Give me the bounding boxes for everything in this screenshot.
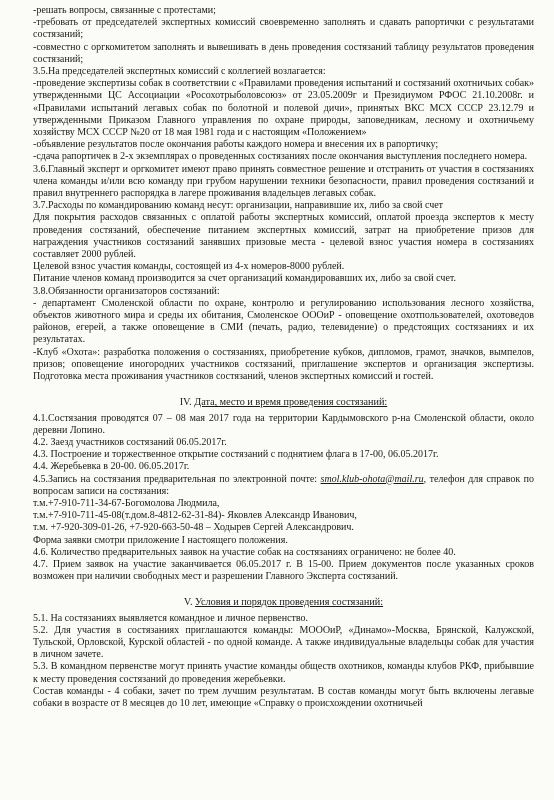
clause-4-2: 4.2. Заезд участников состязаний 06.05.2017г. [33, 436, 227, 448]
contact-yakovlev: т.м.+7-910-711-45-08(т.дом.8-4812-62-31-84)- Яковлев Александр Иванович, [33, 510, 357, 522]
section-4-title: Дата, место и время проведения состязаний: [194, 397, 388, 409]
fee-paragraph: Для покрытия расходов связанных с оплатой работы экспертных комиссий, оплатой проезда экспертов к месту проведения состязаний, обеспечение питанием экспертных комиссий, затрат на приобретение призов для награждения участников состязаний занявших призовые места - целевой взнос участия номера в состязаниях составляет 2000 рублей. [33, 212, 534, 261]
section-5-heading [33, 597, 534, 609]
duty-club: -Клуб «Охота»: разработка положения о состязаниях, приобретение кубков, дипломов, грамот, значков, вымпелов, призов; оповещение иногородних участников состязаний, приглашение экспертов и организация экспертизы. Подготовка места проживания участников состязаний, членов экспертных комиссий и гостей. [33, 346, 534, 383]
clause-5-2: 5.2. Для участия в состязаниях приглашаются команды: МОООиР, «Динамо»-Москва, Брянской, Калужской, Тульской, Орловской, Курской областей - по одной команде. А также индивидуальные владельцы собак для участия в личном зачете. [33, 624, 534, 661]
clause-5-1: 5.1. На состязаниях выявляется командное и личное первенство. [33, 612, 309, 624]
section-4-heading [33, 397, 534, 409]
email-link[interactable]: smol.klub-ohota@mail.ru [320, 473, 424, 485]
team-fee: Целевой взнос участия команды, состоящей из 4-х номеров-8000 рублей. [33, 261, 345, 273]
clause-4-5 [33, 474, 534, 498]
section-5-title: Условия и порядок проведения состязаний: [195, 597, 384, 609]
team-composition: Состав команды - 4 собаки, зачет по трем лучшим результатам. В состав команды могут быть включены легавые собаки в возрасте от 8 месяцев до 10 лет, имеющие «Справку о происхождении охотничьей [33, 685, 534, 709]
line-announce: -объявление результатов после окончания работы каждого номера и внесения их в рапортичку; [33, 139, 439, 151]
clause-3-8: 3.8.Обязанности организаторов состязаний: [33, 285, 220, 297]
clause-4-3: 4.3. Построение и торжественное открытие состязаний с поднятием флага в 17-00, 06.05.2017г. [33, 449, 439, 461]
clause-4-1: 4.1.Состязания проводятся 07 – 08 мая 2017 года на территории Кардымовского р-на Смоленской области, около деревни Лопино. [33, 412, 534, 436]
clause-4-7: 4.7. Прием заявок на участие заканчивается 06.05.2017 г. В 15-00. Прием документов после указанных сроков возможен при наличии свободных мест и разрешении Главного Эксперта состязаний. [33, 558, 534, 583]
contact-khodyrev: т.м. +7-920-309-01-26, +7-920-663-50-48 – Ходырев Сергей Александрович. [33, 522, 354, 534]
clause-4-5-intro: 4.5.Запись на состязания предварительная по электронной почте: [33, 473, 321, 485]
line-submit-reports: -сдача рапортичек в 2-х экземплярах о проведенных состязаниях после окончания выступления последнего номера. [33, 151, 528, 163]
line-reports: -требовать от председателей экспертных комиссий своевременно заполнять и сдавать рапортички с результатами состязаний; [33, 17, 534, 41]
meals-note: Питание членов команд производится за счет организаций командировавших их, либо за свой счет. [33, 273, 457, 285]
duty-department: - департамент Смоленской области по охране, контролю и регулированию использования лесного хозяйства, объектов животного мира и среды их обитания, Смоленское ОООиР - оповещение охотпользователей, охотоведов районов, егерей, а также оповещение в СМИ (печать, радио, телевидение) о предстоящих состязаниях и их результатах. [33, 297, 534, 346]
section-5-number: V. [183, 597, 193, 609]
section-4-number: IV. [179, 397, 192, 409]
line-results-table: -совместно с оргкомитетом заполнять и вывешивать в день проведения состязаний таблицу результатов проведения состязаний; [33, 41, 534, 65]
clause-4-5-phone: , телефон для справок по вопросам записи на состязания: [33, 473, 534, 497]
clause-4-4: 4.4. Жеребьевка в 20-00. 06.05.2017г. [33, 461, 190, 473]
clause-3-7: 3.7.Расходы по командированию команд несут: организации, направившие их, либо за свой счет [33, 200, 444, 212]
section-5-body [33, 613, 534, 711]
top-block [33, 5, 534, 383]
line-protests: -решать вопросы, связанные с протестами; [33, 5, 216, 16]
clause-4-6: 4.6. Количество предварительных заявок на участие собак на состязаниях ограничено: не более 40. [33, 546, 456, 558]
clause-5-3: 5.3. В командном первенстве могут принять участие команды обществ охотников, команды клубов РКФ, прибывшие к месту проведения состязаний до проведения жеребьевки. [33, 661, 534, 685]
line-expertise: -проведение экспертизы собак в соответствии с «Правилами проведения испытаний и состязаний охотничьих собак» утвержденными ЦС Ассоциации «Росохотрыболовсоюз» от 23.05.2009г и Президиумом РФОС 21.10.2008г. и «Правилами испытаний легавых собак по болотной и полевой дичи», принятых ВКС МСХ СССР 23.12.79 и утвержденными Приказом Главного управления по охране природы, заповедникам, лесному и охотничьему хозяйству МСХ СССР №20 от 18 мая 1981 года и с настоящим «Положением» [33, 78, 534, 139]
form-note: Форма заявки смотри приложение I настоящего положения. [33, 534, 288, 546]
section-4-body [33, 413, 534, 584]
clause-3-6: 3.6.Главный эксперт и оргкомитет имеют право принять совместное решение и отстранить от участия в состязаниях члена команды и/или всю команду при грубом нарушении техники безопасности, правил проведения состязаний и правил внутреннего распорядка в лагере проживания владельцев легавых собак. [33, 163, 534, 200]
contact-bogomolova: т.м.+7-910-711-34-67-Богомолова Людмила, [33, 497, 220, 509]
clause-3-5: 3.5.На председателей экспертных комиссий с коллегией возлагается: [33, 66, 326, 78]
